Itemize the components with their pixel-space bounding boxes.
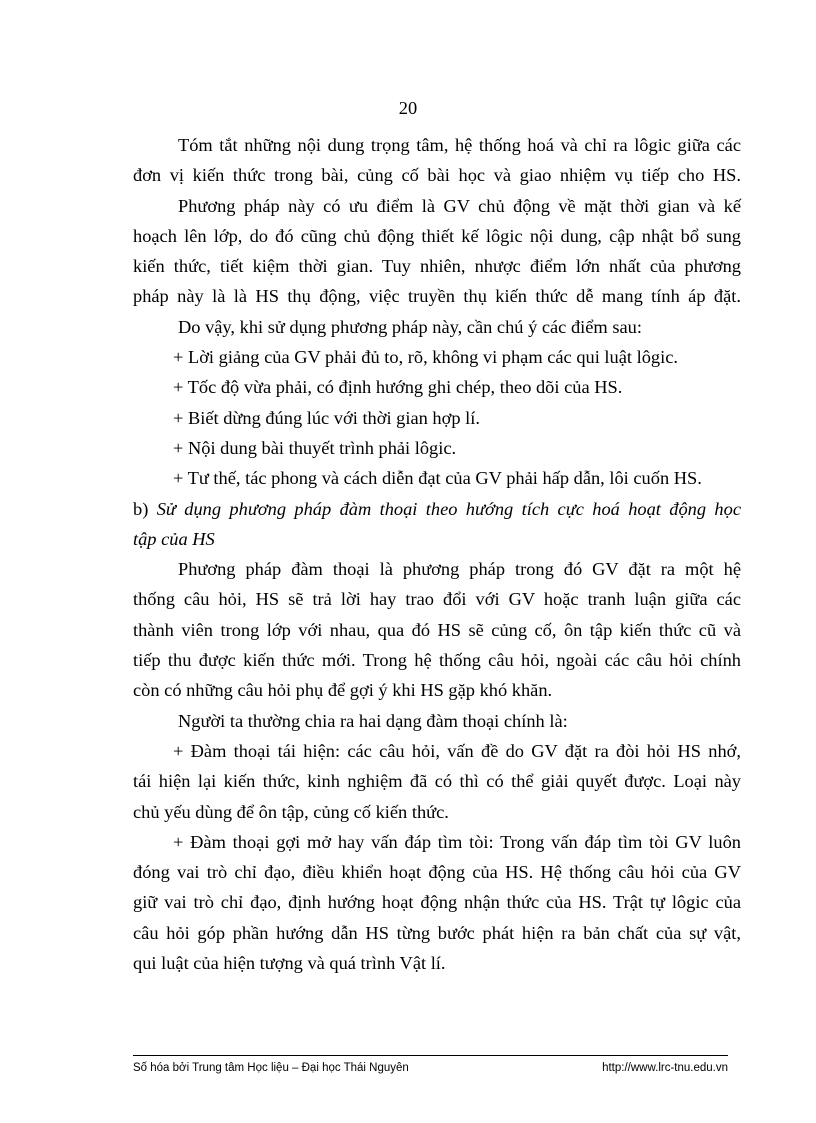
paragraph-line: đơn vị kiến thức trong bài, củng cố bài học và giao nhiệm vụ tiếp cho HS. (133, 165, 741, 186)
paragraph-line: câu hỏi góp phần hướng dẫn HS từng bước phát hiện ra bản chất của sự vật, (133, 922, 741, 943)
section-label: b) (133, 498, 157, 519)
list-item: + Biết dừng đúng lúc với thời gian hợp lí. (173, 407, 480, 428)
paragraph-line: Phương pháp đàm thoại là phương pháp trong đó GV đặt ra một hệ (178, 559, 741, 580)
paragraph-line: tái hiện lại kiến thức, kinh nghiệm đã có thì có thể giải quyết được. Loại này (133, 771, 741, 792)
list-item: + Nội dung bài thuyết trình phải lôgic. (173, 437, 457, 458)
paragraph-line: còn có những câu hỏi phụ để gợi ý khi HS gặp khó khăn. (133, 680, 553, 701)
paragraph-line: Do vậy, khi sử dụng phương pháp này, cần chú ý các điểm sau: (178, 316, 642, 337)
paragraph-line: chủ yếu dùng để ôn tập, củng cố kiến thức. (133, 801, 449, 822)
paragraph-line: qui luật của hiện tượng và quá trình Vật lí. (133, 953, 446, 974)
body-text (133, 130, 741, 978)
paragraph-line: pháp này là là HS thụ động, việc truyền thụ kiến thức dễ mang tính áp đặt. (133, 286, 741, 307)
section-title: Sử dụng phương pháp đàm thoại theo hướng tích cực hoá hoạt động học (156, 498, 741, 519)
paragraph-line: Phương pháp này có ưu điểm là GV chủ động về mặt thời gian và kế (178, 195, 741, 216)
paragraph-line: Tóm tắt những nội dung trọng tâm, hệ thống hoá và chỉ ra lôgic giữa các (178, 135, 741, 155)
paragraph-line: đóng vai trò chỉ đạo, điều khiển hoạt động của HS. Hệ thống câu hỏi của GV (133, 862, 741, 883)
list-item: + Tư thế, tác phong và cách diễn đạt của GV phải hấp dẫn, lôi cuốn HS. (173, 468, 702, 489)
paragraph-line: hoạch lên lớp, do đó cũng chủ động thiết kế lôgic nội dung, cập nhật bổ sung (133, 225, 741, 246)
list-item: + Đàm thoại gợi mở hay vấn đáp tìm tòi: Trong vấn đáp tìm tòi GV luôn (173, 831, 741, 852)
paragraph-line: thành viên trong lớp với nhau, qua đó HS sẽ củng cố, ôn tập kiến thức cũ và (133, 619, 741, 640)
list-item: + Tốc độ vừa phải, có định hướng ghi chép, theo dõi của HS. (173, 377, 623, 398)
paragraph-line: Người ta thường chia ra hai dạng đàm thoại chính là: (178, 710, 568, 731)
list-item: + Đàm thoại tái hiện: các câu hỏi, vấn đề do GV đặt ra đòi hỏi HS nhớ, (173, 740, 741, 761)
footer-divider (133, 1055, 728, 1056)
page-number: 20 (398, 98, 418, 118)
footer-url[interactable]: http://www.lrc-tnu.edu.vn (602, 1062, 728, 1074)
paragraph-line: kiến thức, tiết kiệm thời gian. Tuy nhiên, nhược điểm lớn nhất của phương (133, 256, 741, 277)
paragraph-line: giữ vai trò chỉ đạo, định hướng hoạt động nhận thức của HS. Trật tự lôgic của (133, 892, 741, 913)
list-item: + Lời giảng của GV phải đủ to, rõ, không vi phạm các qui luật lôgic. (173, 347, 678, 368)
section-heading (133, 494, 741, 524)
paragraph-line: tiếp thu được kiến thức mới. Trong hệ thống câu hỏi, ngoài các câu hỏi chính (133, 650, 741, 671)
section-heading-continued: tập của HS (133, 528, 215, 549)
paragraph-line: thống câu hỏi, HS sẽ trả lời hay trao đổi với GV hoặc tranh luận giữa các (133, 589, 741, 610)
footer-source: Số hóa bởi Trung tâm Học liệu – Đại học Thái Nguyên (133, 1062, 409, 1074)
